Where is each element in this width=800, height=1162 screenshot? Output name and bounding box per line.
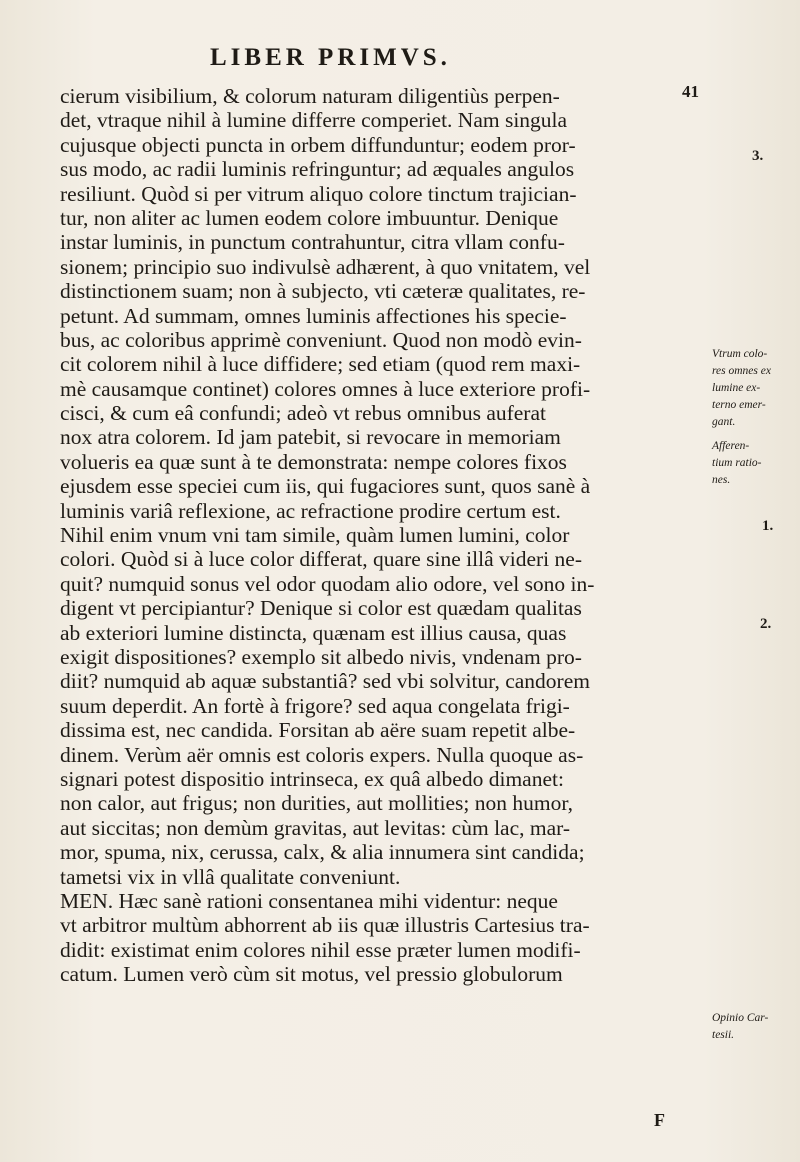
text-line: signari potest dispositio intrinseca, ex quâ albedo dimanet: xyxy=(60,766,564,791)
text-line: cisci, & cum eâ confundi; adeò vt rebus omnibus auferat xyxy=(60,401,546,426)
text-line: sus modo, ac radii luminis refringuntur; ad æquales angulos xyxy=(60,157,575,182)
body-text xyxy=(60,84,705,986)
text-line: cujusque objecti puncta in orbem diffunduntur; eodem pror- xyxy=(60,132,576,157)
margin-note-line: gant. xyxy=(712,416,736,428)
text-line: dinem. Verùm aër omnis est coloris expers. Nulla quoque as- xyxy=(60,742,584,767)
text-line: mè causamque continet) colores omnes à luce exteriore profi- xyxy=(60,376,591,401)
text-line: exigit dispositiones? exemplo sit albedo nivis, vndenam pro- xyxy=(60,644,582,669)
margin-note-line: terno emer- xyxy=(712,399,766,411)
margin-note-line: nes. xyxy=(712,474,731,486)
margin-number: 3. xyxy=(752,148,764,164)
margin-note-line: tium ratio- xyxy=(712,457,762,469)
margin-note-line: lumine ex- xyxy=(712,382,761,394)
text-line: dissima est, nec candida. Forsitan ab aëre suam repetit albe- xyxy=(60,718,576,743)
text-line: digent vt percipiantur? Denique si color est quædam qualitas xyxy=(60,596,582,621)
text-line: resiliunt. Quòd si per vitrum aliquo colore tinctum trajician- xyxy=(60,181,577,206)
text-line: aut siccitas; non demùm gravitas, aut levitas: cùm lac, mar- xyxy=(60,815,571,840)
text-line: quit? numquid sonus vel odor quodam alio odore, vel sono in- xyxy=(60,571,595,596)
text-line: diit? numquid ab aquæ substantiâ? sed vbi solvitur, candorem xyxy=(60,669,590,694)
text-line: catum. Lumen verò cùm sit motus, vel pressio globulorum xyxy=(60,962,563,987)
text-line: petunt. Ad summam, omnes luminis affectiones his specie- xyxy=(60,303,567,328)
text-line: volueris ea quæ sunt à te demonstrata: nempe colores fixos xyxy=(60,449,567,474)
text-line: distinctionem suam; non à subjecto, vti cæteræ qualitates, re- xyxy=(60,279,586,304)
margin-number: 1. xyxy=(762,518,774,534)
margin-note xyxy=(712,438,798,489)
margin-note-line: res omnes ex xyxy=(712,365,771,377)
text-line: didit: existimat enim colores nihil esse præter lumen modifi- xyxy=(60,937,581,962)
running-head: LIBER PRIMVS. xyxy=(210,44,451,71)
text-line: mor, spuma, nix, cerussa, calx, & alia innumera sint candida; xyxy=(60,840,585,865)
text-line: bus, ac coloribus apprimè conveniunt. Quod non modò evin- xyxy=(60,327,582,352)
text-line: instar luminis, in punctum contrahuntur, citra vllam confu- xyxy=(60,230,565,255)
text-line: luminis variâ reflexione, ac refractione prodire certum est. xyxy=(60,498,561,523)
margin-note-line: Opinio Car- xyxy=(712,1012,769,1024)
margin-number: 2. xyxy=(760,616,772,632)
text-line: colori. Quòd si à luce color differat, quare sine illâ videri ne- xyxy=(60,547,582,572)
text-line: det, vtraque nihil à lumine differre comperiet. Nam singula xyxy=(60,108,568,133)
margin-note xyxy=(712,1010,798,1044)
text-line: tametsi vix in vllâ qualitate conveniunt. xyxy=(60,864,401,889)
text-line: ejusdem esse speciei cum iis, qui fugaciores sunt, quos sanè à xyxy=(60,474,591,499)
text-line: sionem; principio suo indivulsè adhærent, à quo vnitatem, vel xyxy=(60,254,591,279)
signature-mark: F xyxy=(654,1110,665,1130)
text-line: vt arbitror multùm abhorrent ab iis quæ illustris Cartesius tra- xyxy=(60,913,590,938)
text-line: Nihil enim vnum vni tam simile, quàm lumen lumini, color xyxy=(60,523,570,548)
text-line: MEN. Hæc sanè rationi consentanea mihi videntur: neque xyxy=(60,888,558,913)
text-line: cierum visibilium, & colorum naturam diligentiùs perpen- xyxy=(60,84,560,108)
text-line: ab exteriori lumine distincta, quænam est illius causa, quas xyxy=(60,620,567,645)
margin-note-line: Afferen- xyxy=(712,440,750,452)
text-line: tur, non aliter ac lumen eodem colore imbuuntur. Denique xyxy=(60,205,559,230)
text-line: nox atra colorem. Id jam patebit, si revocare in memoriam xyxy=(60,425,561,450)
margin-note-line: Vtrum colo- xyxy=(712,348,768,360)
text-line: cit colorem nihil à luce diffidere; sed etiam (quod rem maxi- xyxy=(60,352,581,377)
margin-note-line: tesii. xyxy=(712,1029,735,1041)
margin-note xyxy=(712,346,798,431)
page-number: 41 xyxy=(682,82,699,101)
text-line: suum deperdit. An fortè à frigore? sed aqua congelata frigi- xyxy=(60,693,570,718)
text-line: non calor, aut frigus; non durities, aut mollities; non humor, xyxy=(60,791,574,816)
